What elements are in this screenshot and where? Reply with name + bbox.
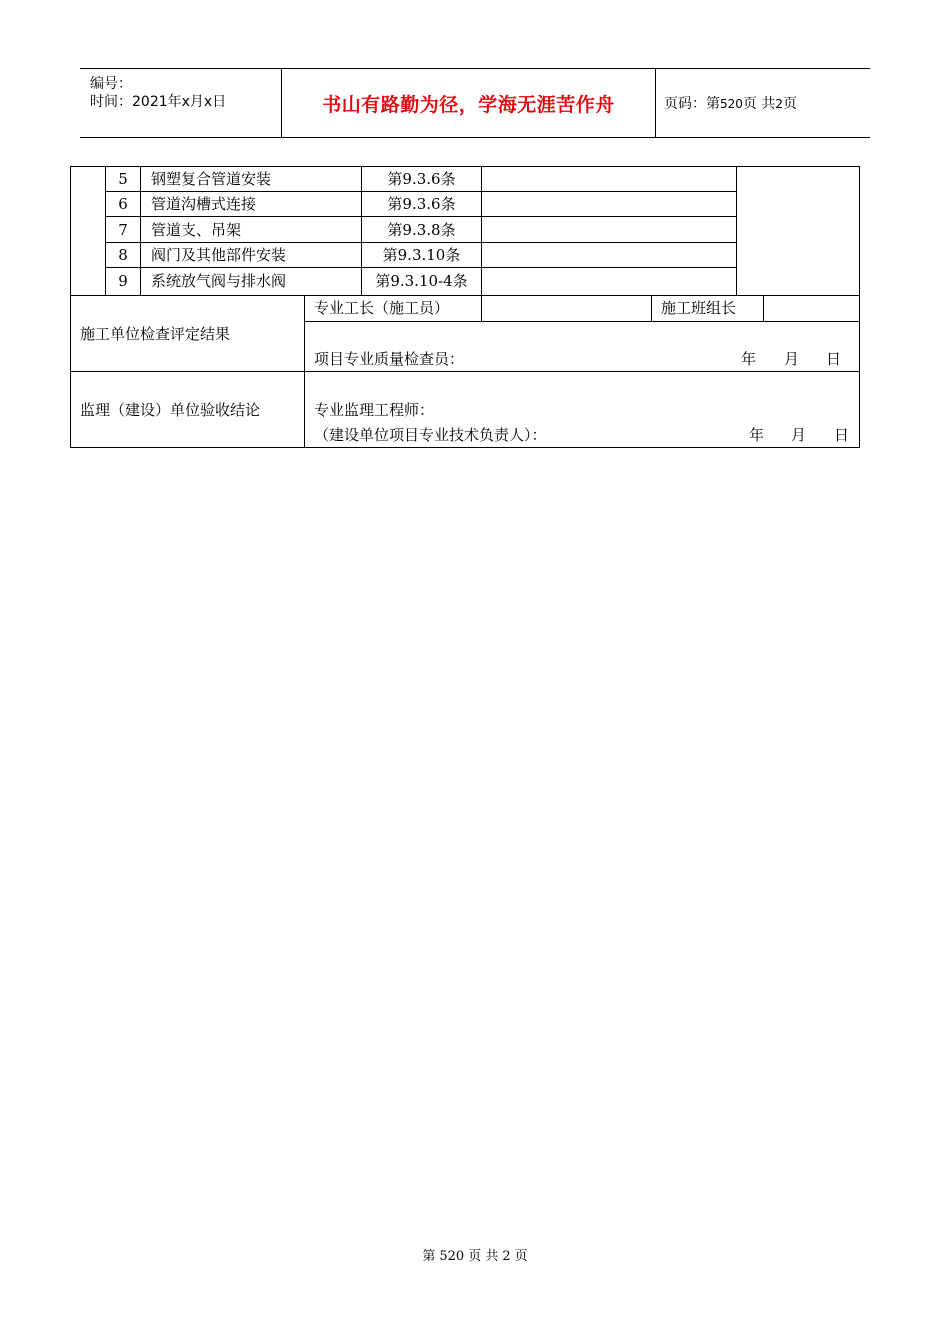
page-suffix: 页: [783, 96, 797, 112]
date-month: 月: [791, 426, 807, 444]
document-number-label: 编号：: [90, 76, 132, 92]
header-motto-cell: [281, 69, 656, 137]
page-footer: [0, 1245, 950, 1264]
header-meta: [80, 69, 281, 137]
footer-suffix: 页: [514, 1249, 528, 1264]
construction-result-label: 施工单位检查评定结果: [80, 325, 231, 343]
date-year: 年: [749, 426, 765, 444]
row-clause: 第9.3.6条: [387, 170, 456, 188]
row-divider: [70, 295, 860, 296]
footer-page-number: 520: [439, 1249, 465, 1264]
row-clause: 第9.3.10条: [382, 246, 461, 264]
footer-total: 2: [502, 1249, 511, 1264]
table-border-left: [70, 166, 71, 448]
row-item: 阀门及其他部件安装: [151, 246, 287, 264]
col-divider: [481, 166, 482, 322]
row-clause: 第9.3.6条: [387, 195, 456, 213]
row-number: 8: [118, 246, 128, 264]
team-leader-label: 施工班组长: [661, 299, 737, 317]
header-page-info: [656, 69, 870, 137]
page-number: 520: [720, 97, 743, 111]
row-divider: [304, 321, 860, 322]
foreman-label: 专业工长（施工员）: [314, 299, 450, 317]
supervision-conclusion-label: 监理（建设）单位验收结论: [80, 401, 261, 419]
document-time: 时间：2021年x月x日: [90, 94, 227, 110]
row-item: 钢塑复合管道安装: [151, 170, 272, 188]
row-number: 6: [118, 195, 128, 213]
row-item: 管道支、吊架: [151, 221, 242, 239]
page-info: [664, 93, 797, 113]
date-day: 日: [834, 426, 850, 444]
col-divider: [304, 295, 305, 448]
table-border-right: [859, 166, 860, 448]
row-divider: [105, 216, 736, 217]
table-border-top: [70, 166, 860, 167]
col-divider: [736, 166, 737, 296]
date-day: 日: [826, 350, 842, 368]
date-year: 年: [741, 350, 757, 368]
row-item: 系统放气阀与排水阀: [151, 272, 287, 290]
row-item: 管道沟槽式连接: [151, 195, 257, 213]
row-divider: [105, 191, 736, 192]
quality-inspector-label: 项目专业质量检查员：: [314, 350, 465, 368]
date-month: 月: [784, 350, 800, 368]
page-total: 2: [775, 97, 783, 111]
row-clause: 第9.3.8条: [387, 221, 456, 239]
owner-representative-label: （建设单位项目专业技术负责人）：: [314, 426, 547, 444]
col-divider: [763, 295, 764, 322]
row-divider: [70, 371, 860, 372]
footer-prefix: 第: [422, 1249, 436, 1264]
motto: 书山有路勤为径，学海无涯苦作舟: [322, 93, 615, 116]
row-number: 5: [118, 170, 128, 188]
page-header: [80, 68, 870, 138]
row-divider: [105, 242, 736, 243]
row-number: 7: [118, 221, 128, 239]
supervising-engineer-label: 专业监理工程师：: [314, 401, 435, 419]
row-clause: 第9.3.10-4条: [375, 272, 468, 290]
row-number: 9: [118, 272, 128, 290]
page-prefix: 页码：第: [664, 96, 720, 112]
col-divider: [651, 295, 652, 322]
footer-mid: 页 共: [468, 1249, 499, 1264]
row-divider: [105, 267, 736, 268]
col-divider: [140, 166, 141, 296]
inspection-table: [70, 166, 860, 448]
table-border-bottom: [70, 447, 860, 448]
page-mid: 页 共: [742, 96, 776, 112]
